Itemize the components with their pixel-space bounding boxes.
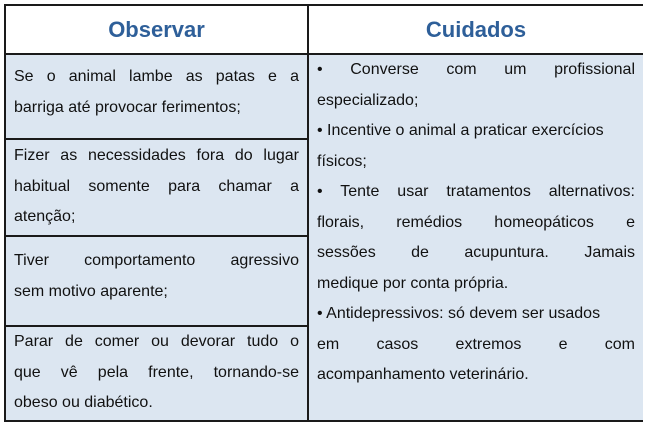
cuidados-line: físicos;: [317, 152, 367, 170]
observar-line: que vê pela frente, tornando-se: [14, 363, 299, 381]
cuidados-line: acompanhamento veterinário.: [317, 366, 529, 383]
cuidados-line: • Converse com um profissional: [317, 61, 635, 78]
observar-cell-2: [6, 140, 307, 235]
observar-line: habitual somente para chamar a: [14, 177, 299, 195]
observar-cell-4: [6, 327, 307, 420]
observar-line: sem motivo aparente;: [14, 282, 168, 300]
observar-cell-1: [6, 55, 307, 138]
header-cuidados: Cuidados: [309, 6, 643, 53]
cuidados-line: em casos extremos e com: [317, 335, 635, 353]
observar-line: Tiver comportamento agressivo: [14, 252, 299, 269]
cuidados-line: medique por conta própria.: [317, 274, 509, 292]
observar-line: barriga até provocar ferimentos;: [14, 98, 241, 116]
cuidados-line: sessões de acupuntura. Jamais: [317, 244, 635, 261]
header-observar: Observar: [6, 6, 309, 53]
cuidados-line: • Incentive o animal a praticar exercícios: [317, 122, 604, 139]
observar-line: obeso ou diabético.: [14, 394, 153, 411]
observar-cell-3: [6, 237, 307, 325]
observar-line: Parar de comer ou devorar tudo o: [14, 333, 299, 350]
care-table: [4, 4, 643, 422]
cuidados-cell: [309, 55, 643, 420]
cuidados-line: florais, remédios homeopáticos e: [317, 213, 635, 231]
observar-line: Se o animal lambe as patas e a: [14, 68, 299, 85]
observar-line: Fizer as necessidades fora do lugar: [14, 147, 299, 164]
cuidados-line: especializado;: [317, 91, 419, 109]
cuidados-line: • Antidepressivos: só devem ser usados: [317, 305, 601, 322]
cuidados-line: • Tente usar tratamentos alternativos:: [317, 183, 635, 200]
observar-line: atenção;: [14, 208, 76, 225]
